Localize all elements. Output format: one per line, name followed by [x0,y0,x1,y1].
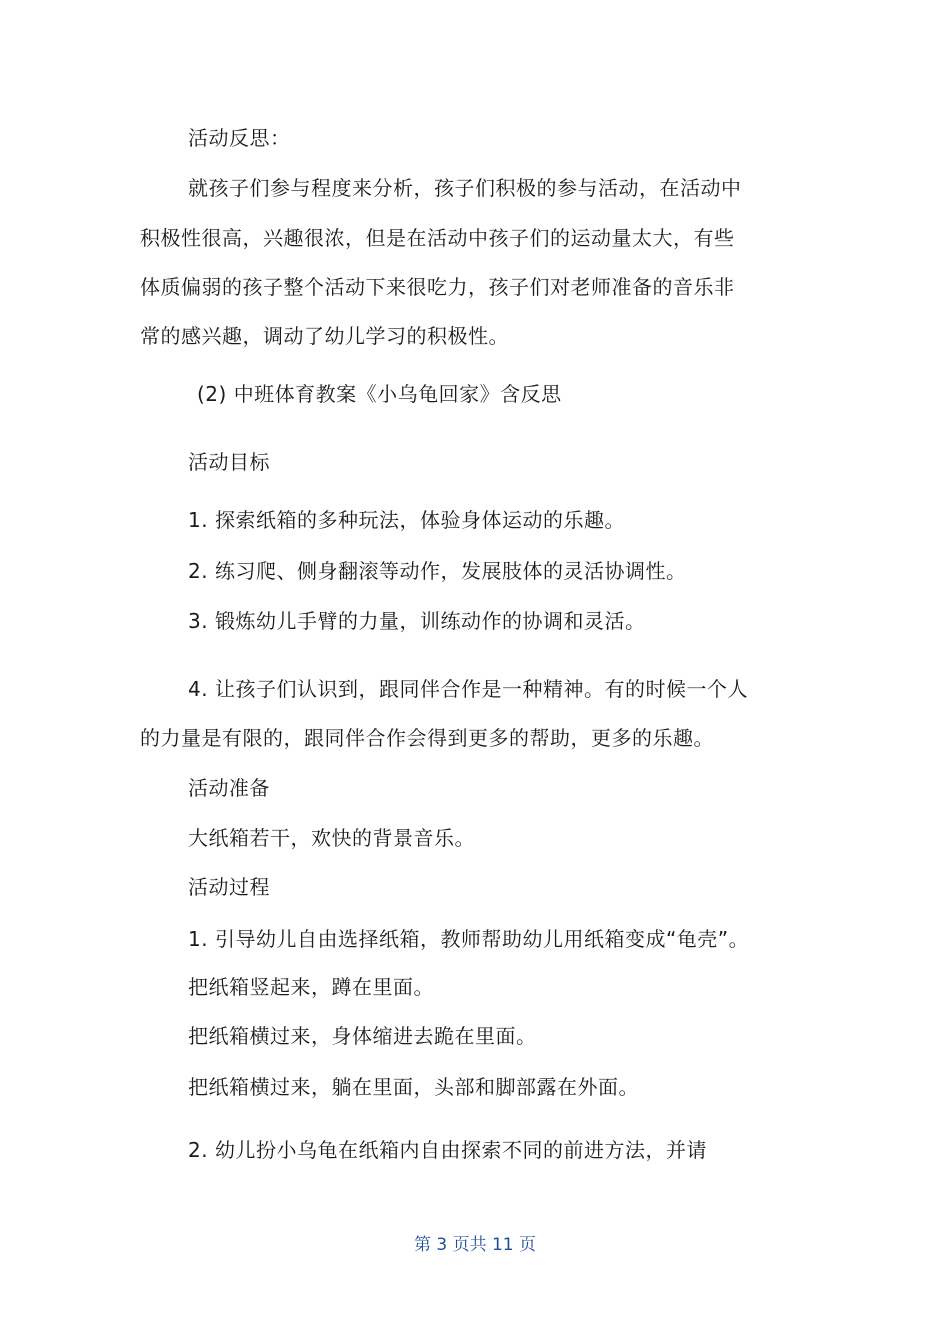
preparation-heading: 活动准备 [188,776,270,800]
paragraph-line: 把纸箱竖起来，蹲在里面。 [188,975,434,999]
reflection-heading: 活动反思： [188,126,291,150]
paragraph-line: 的力量是有限的，跟同伴合作会得到更多的帮助，更多的乐趣。 [140,726,714,750]
process-item: 1. 引导幼儿自由选择纸箱，教师帮助幼儿用纸箱变成“龟壳”。 [188,927,750,951]
goal-item: 3. 锻炼幼儿手臂的力量，训练动作的协调和灵活。 [188,609,646,633]
paragraph-line: 积极性很高，兴趣很浓，但是在活动中孩子们的运动量太大，有些 [140,226,735,250]
goal-item: 2. 练习爬、侧身翻滚等动作，发展肢体的灵活协调性。 [188,559,687,583]
section-title: (2) 中班体育教案《小乌龟回家》含反思 [197,382,562,406]
goal-item: 1. 探索纸箱的多种玩法，体验身体运动的乐趣。 [188,508,625,532]
paragraph-line: 把纸箱横过来，躺在里面，头部和脚部露在外面。 [188,1075,639,1099]
paragraph-line: 体质偏弱的孩子整个活动下来很吃力，孩子们对老师准备的音乐非 [140,275,735,299]
page-number-footer: 第 3 页共 11 页 [413,1235,537,1255]
goals-heading: 活动目标 [188,450,270,474]
paragraph-line: 常的感兴趣，调动了幼儿学习的积极性。 [140,324,509,348]
paragraph-line: 大纸箱若干，欢快的背景音乐。 [188,826,475,850]
paragraph-line: 就孩子们参与程度来分析，孩子们积极的参与活动，在活动中 [188,176,742,200]
process-item: 2. 幼儿扮小乌龟在纸箱内自由探索不同的前进方法，并请 [188,1138,707,1162]
goal-item: 4. 让孩子们认识到，跟同伴合作是一种精神。有的时候一个人 [188,677,748,701]
process-heading: 活动过程 [188,875,270,899]
paragraph-line: 把纸箱横过来，身体缩进去跪在里面。 [188,1024,537,1048]
